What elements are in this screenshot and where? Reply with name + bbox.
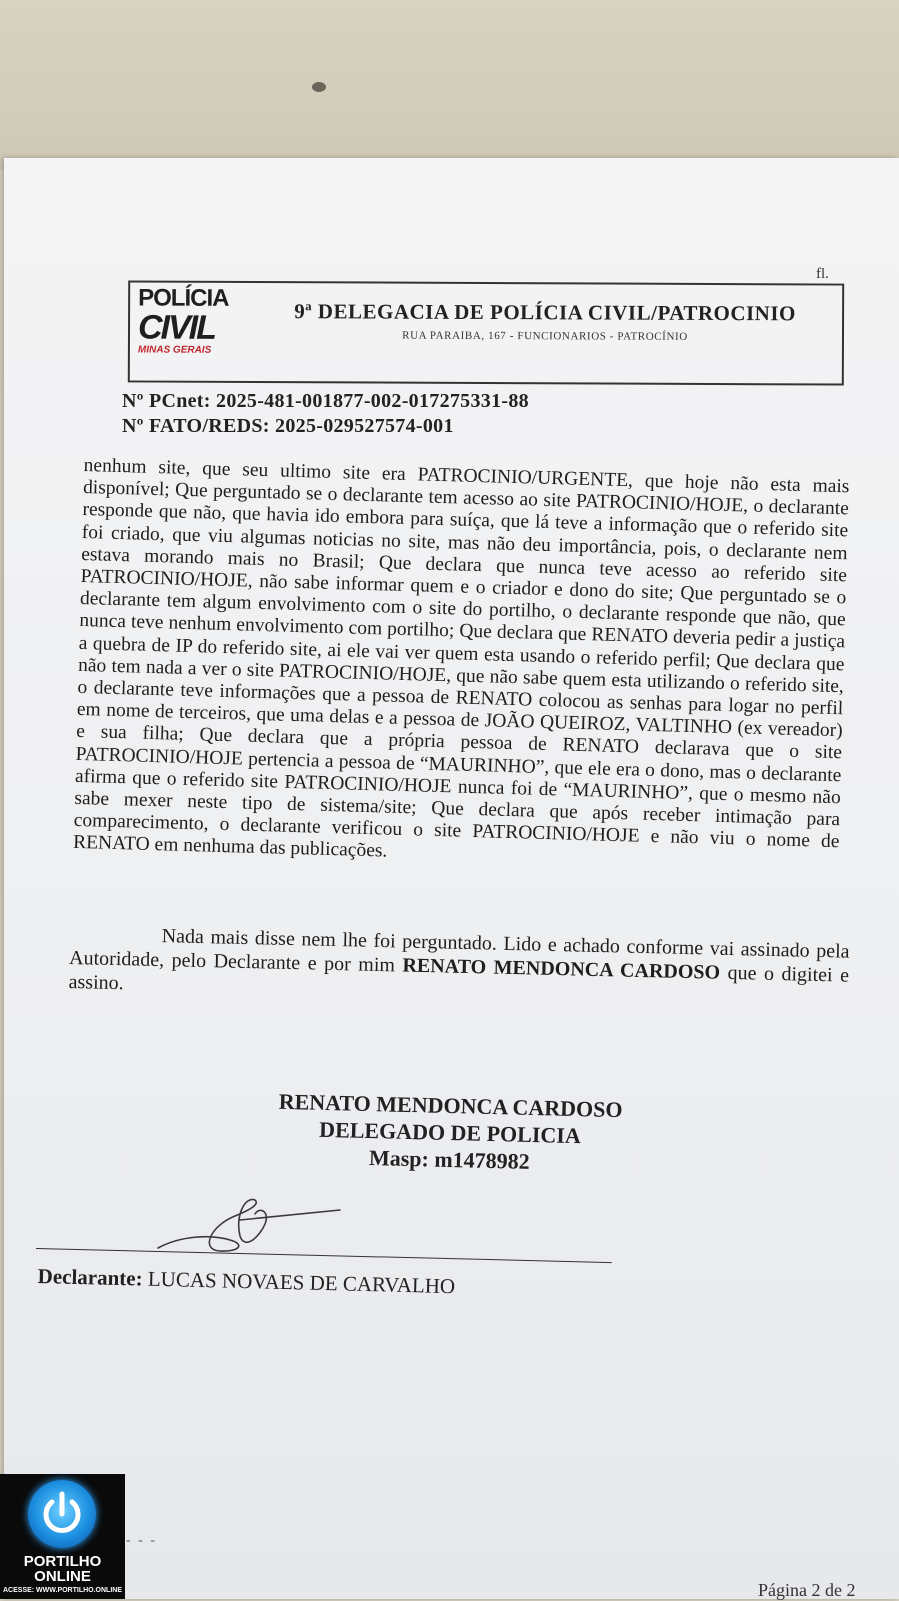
signatory-block <box>259 1087 641 1177</box>
handwritten-signature <box>150 1196 350 1256</box>
signatory-name: RENATO MENDONCA CARDOSO <box>278 1088 623 1123</box>
footer-dashes: - - - <box>126 1533 157 1548</box>
closing-clerk-name: RENATO MENDONCA CARDOSO <box>402 954 721 984</box>
power-icon <box>28 1480 96 1548</box>
letterhead-title: 9ª DELEGACIA DE POLÍCIA CIVIL/PATROCINIO <box>294 299 796 326</box>
wall-mark <box>312 82 326 92</box>
fato-reds-number: Nº FATO/REDS: 2025-029527574-001 <box>122 415 454 437</box>
policia-civil-logo <box>138 286 238 366</box>
background-wall <box>0 0 899 170</box>
declarante-label: Declarante: <box>37 1264 143 1291</box>
declarante-name: LUCAS NOVAES DE CARVALHO <box>147 1266 456 1299</box>
watermark-name <box>0 1554 125 1584</box>
watermark-name-line-2: ONLINE <box>34 1568 91 1585</box>
portilho-watermark <box>0 1474 125 1599</box>
logo-line-3: MINAS GERAIS <box>137 344 212 356</box>
folio-mark: fl. <box>816 266 829 282</box>
closing-text-end: que o digitei e assino. <box>68 961 850 995</box>
page-number: Página 2 de 2 <box>758 1580 856 1600</box>
signatory-masp: Masp: m1478982 <box>368 1145 530 1174</box>
watermark-name-line-1: PORTILHO <box>23 1553 102 1570</box>
logo-line-1: POLÍCIA <box>138 284 229 312</box>
statement-paragraph: nenhum site, que seu ultimo site era PATROCINIO/URGENTE, que hoje não esta mais disponível; Que perguntado se o declarante tem acesso ao site PATROCINIO/HOJE, o declarante responde que não, que havia ido embora para suíça, que lá teve a informação que o referido site foi criado, que viu algumas noticias no site, mas não deu importância, pois, o declarante nem estava morando mais no Brasil; Que declara que nunca teve acesso ao referido site PATROCINIO/HOJE, não sabe informar quem e o criador e dono do site; Que perguntado se o declarante tem algum envolvimento com o site do portilho, o declarante responde que não, que nunca teve nenhum envolvimento com portilho; Que declara que RENATO deveria pedir a justiça a quebra de IP do referido site, ai ele vai ver quem esta usando o referido perfil; Que declara que não tem nada a ver o site PATROCINIO/HOJE, que não sabe quem esta utilizando o referido site, o declarante teve informações que a pessoa de RENATO colocou as senhas para logar no perfil em nome de terceiros, que uma delas e a pessoa de JOÃO QUEIROZ, VALTINHO (ex vereador) e sua filha; Que declara que a própria pessoa de RENATO declarava que o site PATROCINIO/HOJE pertencia a pessoa de “MAURINHO”, que ele era o dono, mas o declarante afirma que o referido site PATROCINIO/HOJE nunca foi de “MAURINHO”, que o mesmo não sabe mexer neste tipo de sistema/site; Que declara que após receber intimação para comparecimento, o declarante verificou o site PATROCINIO/HOJE e não viu o nome de RENATO em nenhuma das publicações. <box>72 455 850 863</box>
letterhead-address: RUA PARAIBA, 167 - FUNCIONARIOS - PATROCÍNIO <box>402 329 688 343</box>
logo-line-2: CIVIL <box>137 308 216 347</box>
closing-text-start: Nada mais disse nem lhe foi perguntado. Lido e achado conforme vai assinado pela Autoridade, pelo Declarante e por mim <box>68 925 850 977</box>
signatory-role: DELEGADO DE POLICIA <box>318 1116 582 1149</box>
letterhead <box>128 280 844 385</box>
pcnet-number: Nº PCnet: 2025-481-001877-002-017275331-88 <box>122 390 529 412</box>
watermark-site: ACESSE: WWW.PORTILHO.ONLINE <box>3 1587 122 1594</box>
